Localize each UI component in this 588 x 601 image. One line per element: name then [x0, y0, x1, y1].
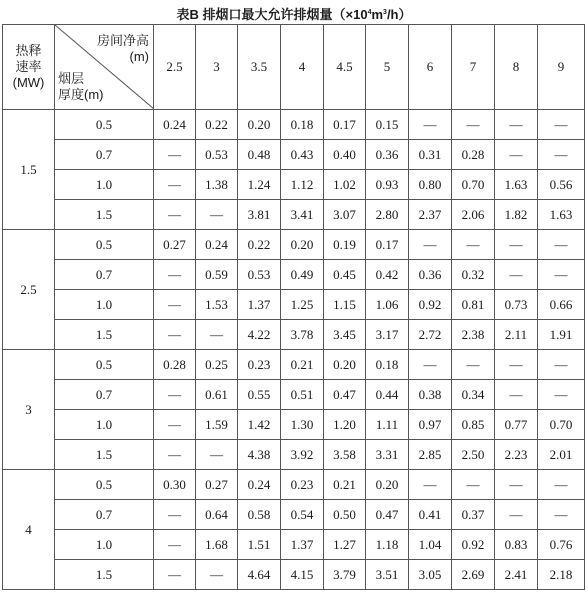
table-row: [3, 320, 585, 350]
smoke-thickness-cell: 0.7: [55, 140, 154, 170]
exhaust-value-cell: 0.31: [409, 140, 452, 170]
exhaust-value-cell: 0.21: [324, 470, 366, 500]
diagonal-header-cell: [55, 25, 154, 110]
height-header: 3.5: [238, 25, 281, 110]
exhaust-value-cell: 1.11: [366, 410, 409, 440]
smoke-layer-header-line1: 烟层: [58, 71, 85, 86]
exhaust-value-cell: 0.48: [238, 140, 281, 170]
height-header: 4: [281, 25, 324, 110]
exhaust-value-cell: 0.30: [154, 470, 196, 500]
exhaust-value-cell: 0.97: [409, 410, 452, 440]
exhaust-value-cell: 0.22: [238, 230, 281, 260]
release-rate-header: [3, 25, 55, 110]
exhaust-value-cell: 0.24: [238, 470, 281, 500]
exhaust-value-cell: 4.15: [281, 560, 324, 590]
exhaust-value-cell: 0.92: [452, 530, 495, 560]
exhaust-value-cell: 0.47: [324, 380, 366, 410]
smoke-thickness-cell: 1.5: [55, 320, 154, 350]
exhaust-value-cell: 3.79: [324, 560, 366, 590]
exhaust-value-cell: 0.23: [238, 350, 281, 380]
exhaust-value-cell: 0.47: [366, 500, 409, 530]
table-row: [3, 410, 585, 440]
exhaust-value-cell: —: [495, 140, 538, 170]
exhaust-value-cell: 0.23: [281, 470, 324, 500]
exhaust-value-cell: —: [495, 380, 538, 410]
room-height-header-line2: (m): [129, 49, 149, 64]
exhaust-value-cell: 1.04: [409, 530, 452, 560]
exhaust-value-cell: 2.18: [538, 560, 585, 590]
release-rate-cell: 2.5: [3, 230, 55, 350]
exhaust-value-cell: —: [154, 200, 196, 230]
exhaust-value-cell: 0.51: [281, 380, 324, 410]
exhaust-value-cell: —: [452, 470, 495, 500]
release-rate-header-line3: (MW): [12, 75, 45, 90]
table-row: [3, 170, 585, 200]
smoke-thickness-cell: 0.7: [55, 500, 154, 530]
exhaust-value-cell: 0.81: [452, 290, 495, 320]
exhaust-value-cell: 2.50: [452, 440, 495, 470]
exhaust-value-cell: 2.38: [452, 320, 495, 350]
exhaust-value-cell: 0.85: [452, 410, 495, 440]
table-row: [3, 470, 585, 500]
exhaust-value-cell: 0.24: [154, 110, 196, 140]
title-exponent-1: 4: [367, 9, 372, 16]
exhaust-value-cell: —: [154, 320, 196, 350]
exhaust-value-cell: 0.66: [538, 290, 585, 320]
height-header: 7: [452, 25, 495, 110]
smoke-thickness-cell: 1.0: [55, 170, 154, 200]
exhaust-value-cell: 1.24: [238, 170, 281, 200]
exhaust-value-cell: 1.15: [324, 290, 366, 320]
exhaust-value-cell: —: [409, 470, 452, 500]
exhaust-value-cell: 0.27: [154, 230, 196, 260]
exhaust-value-cell: 2.11: [495, 320, 538, 350]
exhaust-value-cell: 1.25: [281, 290, 324, 320]
table-row: [3, 110, 585, 140]
exhaust-value-cell: —: [196, 560, 238, 590]
exhaust-value-cell: —: [154, 290, 196, 320]
smoke-thickness-cell: 0.5: [55, 110, 154, 140]
exhaust-value-cell: 0.58: [238, 500, 281, 530]
release-rate-cell: 3: [3, 350, 55, 470]
exhaust-value-cell: 0.55: [238, 380, 281, 410]
exhaust-value-cell: 1.63: [538, 200, 585, 230]
exhaust-value-cell: —: [409, 230, 452, 260]
height-header: 6: [409, 25, 452, 110]
exhaust-value-cell: 3.31: [366, 440, 409, 470]
height-header: 8: [495, 25, 538, 110]
exhaust-value-cell: 0.59: [196, 260, 238, 290]
exhaust-value-cell: 2.06: [452, 200, 495, 230]
exhaust-value-cell: 0.49: [281, 260, 324, 290]
exhaust-value-cell: 2.01: [538, 440, 585, 470]
exhaust-value-cell: 1.38: [196, 170, 238, 200]
exhaust-value-cell: 1.12: [281, 170, 324, 200]
exhaust-value-cell: 0.36: [366, 140, 409, 170]
exhaust-value-cell: 1.37: [238, 290, 281, 320]
exhaust-value-cell: 3.45: [324, 320, 366, 350]
exhaust-value-cell: —: [538, 230, 585, 260]
exhaust-value-cell: 0.61: [196, 380, 238, 410]
exhaust-value-cell: 0.92: [409, 290, 452, 320]
exhaust-value-cell: —: [495, 230, 538, 260]
exhaust-value-cell: —: [154, 530, 196, 560]
exhaust-value-cell: 1.27: [324, 530, 366, 560]
exhaust-value-cell: —: [538, 260, 585, 290]
exhaust-value-cell: 1.63: [495, 170, 538, 200]
smoke-layer-header: [58, 71, 104, 103]
exhaust-value-cell: 3.05: [409, 560, 452, 590]
exhaust-value-cell: 1.53: [196, 290, 238, 320]
table-title: [0, 4, 588, 22]
exhaust-value-cell: —: [452, 350, 495, 380]
exhaust-value-cell: —: [154, 440, 196, 470]
exhaust-value-cell: 1.30: [281, 410, 324, 440]
title-suffix: /h）: [386, 7, 412, 22]
exhaust-value-cell: 0.64: [196, 500, 238, 530]
exhaust-value-cell: 0.80: [409, 170, 452, 200]
exhaust-value-cell: 0.42: [366, 260, 409, 290]
exhaust-value-cell: 0.18: [281, 110, 324, 140]
table-row: [3, 530, 585, 560]
exhaust-value-cell: 0.56: [538, 170, 585, 200]
exhaust-value-cell: 0.70: [452, 170, 495, 200]
exhaust-value-cell: 1.37: [281, 530, 324, 560]
exhaust-value-cell: 1.42: [238, 410, 281, 440]
exhaust-value-cell: 0.20: [366, 470, 409, 500]
smoke-layer-header-line2: 厚度(m): [58, 87, 104, 102]
exhaust-value-cell: —: [495, 470, 538, 500]
exhaust-value-cell: 0.28: [154, 350, 196, 380]
exhaust-value-cell: 0.53: [196, 140, 238, 170]
exhaust-value-cell: 1.06: [366, 290, 409, 320]
table-row: [3, 350, 585, 380]
exhaust-value-cell: 0.45: [324, 260, 366, 290]
exhaust-value-cell: 0.20: [238, 110, 281, 140]
exhaust-value-cell: 4.38: [238, 440, 281, 470]
table-row: [3, 560, 585, 590]
exhaust-value-cell: —: [495, 110, 538, 140]
exhaust-value-cell: 0.44: [366, 380, 409, 410]
exhaust-value-cell: 2.41: [495, 560, 538, 590]
room-height-header: [97, 33, 149, 65]
exhaust-value-cell: 0.20: [281, 230, 324, 260]
smoke-thickness-cell: 0.5: [55, 230, 154, 260]
table-row: [3, 290, 585, 320]
exhaust-value-cell: 0.93: [366, 170, 409, 200]
header-row: [3, 25, 585, 110]
exhaust-value-cell: 0.22: [196, 110, 238, 140]
exhaust-value-cell: 0.32: [452, 260, 495, 290]
exhaust-value-cell: —: [154, 140, 196, 170]
exhaust-value-cell: —: [196, 200, 238, 230]
smoke-thickness-cell: 0.5: [55, 350, 154, 380]
exhaust-value-cell: 0.54: [281, 500, 324, 530]
height-header: 4.5: [324, 25, 366, 110]
exhaust-value-cell: 0.77: [495, 410, 538, 440]
exhaust-value-cell: 0.73: [495, 290, 538, 320]
exhaust-value-cell: 2.23: [495, 440, 538, 470]
exhaust-value-cell: 0.41: [409, 500, 452, 530]
exhaust-value-cell: —: [538, 110, 585, 140]
exhaust-value-cell: —: [409, 110, 452, 140]
exhaust-value-cell: 3.58: [324, 440, 366, 470]
smoke-thickness-cell: 1.0: [55, 290, 154, 320]
exhaust-value-cell: 0.34: [452, 380, 495, 410]
exhaust-value-cell: 0.28: [452, 140, 495, 170]
exhaust-value-cell: —: [495, 350, 538, 380]
exhaust-value-cell: 0.70: [538, 410, 585, 440]
exhaust-value-cell: 0.17: [324, 110, 366, 140]
exhaust-value-cell: 0.83: [495, 530, 538, 560]
exhaust-value-cell: 3.78: [281, 320, 324, 350]
exhaust-value-cell: 2.69: [452, 560, 495, 590]
exhaust-value-cell: 0.53: [238, 260, 281, 290]
exhaust-value-cell: —: [196, 320, 238, 350]
exhaust-value-cell: 1.82: [495, 200, 538, 230]
exhaust-value-cell: 2.37: [409, 200, 452, 230]
exhaust-value-cell: 0.24: [196, 230, 238, 260]
exhaust-value-cell: 0.18: [366, 350, 409, 380]
release-rate-cell: 1.5: [3, 110, 55, 230]
exhaust-value-cell: —: [495, 260, 538, 290]
exhaust-value-cell: 0.20: [324, 350, 366, 380]
exhaust-value-cell: 3.92: [281, 440, 324, 470]
exhaust-value-cell: —: [154, 560, 196, 590]
exhaust-value-cell: 2.72: [409, 320, 452, 350]
smoke-exhaust-table: [2, 24, 585, 590]
exhaust-value-cell: 2.80: [366, 200, 409, 230]
release-rate-header-line1: 热释: [15, 43, 42, 58]
exhaust-value-cell: 0.21: [281, 350, 324, 380]
exhaust-value-cell: 0.40: [324, 140, 366, 170]
exhaust-value-cell: —: [452, 230, 495, 260]
title-exponent-2: 3: [383, 9, 387, 16]
exhaust-value-cell: —: [495, 500, 538, 530]
table-body: [3, 110, 585, 590]
exhaust-value-cell: —: [538, 500, 585, 530]
exhaust-value-cell: 0.27: [196, 470, 238, 500]
exhaust-value-cell: —: [538, 380, 585, 410]
height-header: 5: [366, 25, 409, 110]
exhaust-value-cell: 3.51: [366, 560, 409, 590]
exhaust-value-cell: 4.64: [238, 560, 281, 590]
exhaust-value-cell: 1.51: [238, 530, 281, 560]
smoke-thickness-cell: 0.7: [55, 260, 154, 290]
exhaust-value-cell: 0.50: [324, 500, 366, 530]
height-header: 9: [538, 25, 585, 110]
exhaust-value-cell: 3.07: [324, 200, 366, 230]
table-row: [3, 260, 585, 290]
smoke-thickness-cell: 1.0: [55, 410, 154, 440]
exhaust-value-cell: —: [538, 350, 585, 380]
table-row: [3, 230, 585, 260]
exhaust-value-cell: 1.02: [324, 170, 366, 200]
exhaust-value-cell: —: [538, 470, 585, 500]
exhaust-value-cell: 0.19: [324, 230, 366, 260]
smoke-thickness-cell: 0.7: [55, 380, 154, 410]
exhaust-value-cell: —: [154, 380, 196, 410]
smoke-thickness-cell: 1.5: [55, 200, 154, 230]
exhaust-value-cell: —: [154, 410, 196, 440]
room-height-header-line1: 房间净高: [96, 33, 149, 48]
exhaust-value-cell: —: [154, 170, 196, 200]
release-rate-cell: 4: [3, 470, 55, 590]
exhaust-value-cell: —: [196, 440, 238, 470]
smoke-thickness-cell: 1.5: [55, 560, 154, 590]
exhaust-value-cell: —: [154, 260, 196, 290]
smoke-thickness-cell: 0.5: [55, 470, 154, 500]
exhaust-value-cell: 1.20: [324, 410, 366, 440]
table-row: [3, 440, 585, 470]
smoke-thickness-cell: 1.5: [55, 440, 154, 470]
exhaust-value-cell: 0.37: [452, 500, 495, 530]
table-row: [3, 200, 585, 230]
exhaust-value-cell: 0.36: [409, 260, 452, 290]
height-header: 3: [196, 25, 238, 110]
exhaust-value-cell: 0.17: [366, 230, 409, 260]
exhaust-value-cell: 0.76: [538, 530, 585, 560]
exhaust-value-cell: 0.15: [366, 110, 409, 140]
exhaust-value-cell: 3.81: [238, 200, 281, 230]
exhaust-value-cell: 3.17: [366, 320, 409, 350]
title-unit: m: [371, 7, 384, 22]
exhaust-value-cell: 0.25: [196, 350, 238, 380]
exhaust-value-cell: 4.22: [238, 320, 281, 350]
table-row: [3, 380, 585, 410]
height-header: 2.5: [154, 25, 196, 110]
table-row: [3, 500, 585, 530]
exhaust-value-cell: 1.91: [538, 320, 585, 350]
exhaust-value-cell: 1.59: [196, 410, 238, 440]
release-rate-header-line2: 速率: [15, 59, 42, 74]
exhaust-value-cell: 1.68: [196, 530, 238, 560]
exhaust-value-cell: —: [409, 350, 452, 380]
smoke-thickness-cell: 1.0: [55, 530, 154, 560]
exhaust-value-cell: —: [452, 110, 495, 140]
exhaust-value-cell: —: [538, 140, 585, 170]
exhaust-value-cell: 1.18: [366, 530, 409, 560]
exhaust-value-cell: 0.43: [281, 140, 324, 170]
exhaust-value-cell: 3.41: [281, 200, 324, 230]
exhaust-value-cell: 2.85: [409, 440, 452, 470]
exhaust-value-cell: 0.38: [409, 380, 452, 410]
title-prefix: 表B 排烟口最大允许排烟量（×10: [176, 7, 368, 22]
table-row: [3, 140, 585, 170]
exhaust-value-cell: —: [154, 500, 196, 530]
